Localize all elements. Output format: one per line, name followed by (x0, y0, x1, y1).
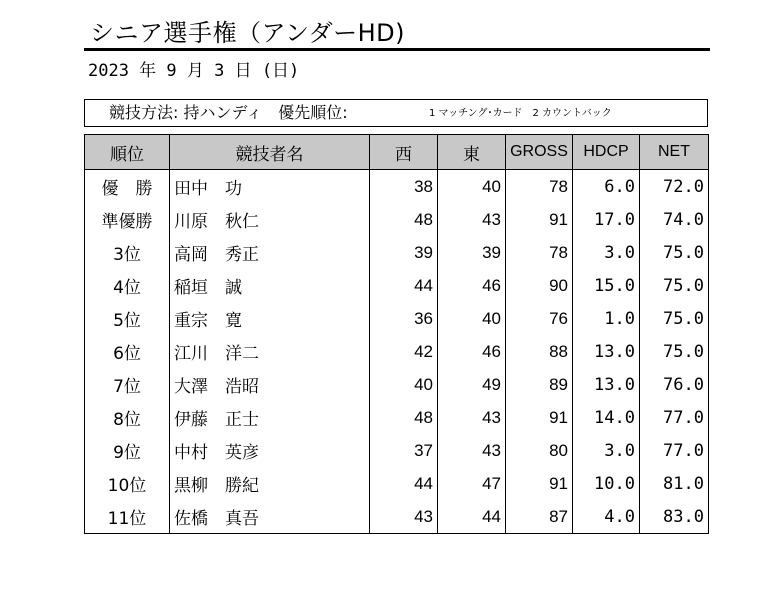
east-score-cell: 47 (438, 467, 506, 500)
header-rank: 順位 (85, 135, 170, 170)
player-name-cell: 大澤 浩昭 (170, 368, 370, 401)
net-cell: 75.0 (640, 302, 709, 335)
player-name-cell: 高岡 秀正 (170, 236, 370, 269)
rank-cell: 3位 (85, 236, 170, 269)
table-row (85, 236, 709, 269)
net-cell: 83.0 (640, 500, 709, 534)
table-row (85, 302, 709, 335)
west-score-cell: 40 (370, 368, 438, 401)
table-row (85, 401, 709, 434)
east-score-cell: 43 (438, 203, 506, 236)
hdcp-cell: 3.0 (573, 236, 640, 269)
table-row (85, 434, 709, 467)
west-score-cell: 43 (370, 500, 438, 534)
gross-cell: 78 (506, 236, 573, 269)
header-row (85, 135, 709, 170)
page-title: シニア選手権（アンダーHD) (90, 19, 405, 47)
hdcp-cell: 15.0 (573, 269, 640, 302)
gross-cell: 88 (506, 335, 573, 368)
header-net: NET (640, 135, 709, 170)
west-score-cell: 44 (370, 269, 438, 302)
gross-cell: 90 (506, 269, 573, 302)
results-table (84, 134, 709, 534)
rank-cell: 11位 (85, 500, 170, 534)
net-cell: 77.0 (640, 434, 709, 467)
gross-cell: 80 (506, 434, 573, 467)
table-row (85, 170, 709, 204)
rank-cell: 5位 (85, 302, 170, 335)
table-row (85, 203, 709, 236)
west-score-cell: 48 (370, 401, 438, 434)
hdcp-cell: 17.0 (573, 203, 640, 236)
player-name-cell: 田中 功 (170, 170, 370, 204)
gross-cell: 78 (506, 170, 573, 204)
east-score-cell: 43 (438, 434, 506, 467)
net-cell: 75.0 (640, 335, 709, 368)
west-score-cell: 44 (370, 467, 438, 500)
header-west: 西 (370, 135, 438, 170)
net-cell: 74.0 (640, 203, 709, 236)
header-hdcp: HDCP (573, 135, 640, 170)
east-score-cell: 39 (438, 236, 506, 269)
player-name-cell: 黒柳 勝紀 (170, 467, 370, 500)
player-name-cell: 佐橋 真吾 (170, 500, 370, 534)
net-cell: 75.0 (640, 236, 709, 269)
hdcp-cell: 10.0 (573, 467, 640, 500)
gross-cell: 87 (506, 500, 573, 534)
hdcp-cell: 1.0 (573, 302, 640, 335)
gross-cell: 76 (506, 302, 573, 335)
west-score-cell: 37 (370, 434, 438, 467)
rank-cell: 準優勝 (85, 203, 170, 236)
east-score-cell: 46 (438, 335, 506, 368)
table-row (85, 335, 709, 368)
player-name-cell: 川原 秋仁 (170, 203, 370, 236)
hdcp-cell: 4.0 (573, 500, 640, 534)
net-cell: 72.0 (640, 170, 709, 204)
player-name-cell: 稲垣 誠 (170, 269, 370, 302)
east-score-cell: 40 (438, 170, 506, 204)
hdcp-cell: 14.0 (573, 401, 640, 434)
table-row (85, 467, 709, 500)
gross-cell: 91 (506, 401, 573, 434)
net-cell: 77.0 (640, 401, 709, 434)
competition-method-box (84, 99, 708, 127)
event-date: 2023 年 9 月 3 日 (日) (88, 61, 300, 81)
net-cell: 81.0 (640, 467, 709, 500)
hdcp-cell: 13.0 (573, 335, 640, 368)
table-row (85, 269, 709, 302)
east-score-cell: 43 (438, 401, 506, 434)
rank-cell: 4位 (85, 269, 170, 302)
west-score-cell: 39 (370, 236, 438, 269)
hdcp-cell: 6.0 (573, 170, 640, 204)
net-cell: 75.0 (640, 269, 709, 302)
rank-cell: 6位 (85, 335, 170, 368)
player-name-cell: 伊藤 正士 (170, 401, 370, 434)
west-score-cell: 42 (370, 335, 438, 368)
east-score-cell: 49 (438, 368, 506, 401)
rank-cell: 9位 (85, 434, 170, 467)
player-name-cell: 中村 英彦 (170, 434, 370, 467)
rank-cell: 優 勝 (85, 170, 170, 204)
east-score-cell: 46 (438, 269, 506, 302)
hdcp-cell: 3.0 (573, 434, 640, 467)
gross-cell: 91 (506, 203, 573, 236)
rank-cell: 8位 (85, 401, 170, 434)
gross-cell: 89 (506, 368, 573, 401)
west-score-cell: 36 (370, 302, 438, 335)
title-underline (84, 48, 710, 51)
table-row (85, 368, 709, 401)
header-east: 東 (438, 135, 506, 170)
net-cell: 76.0 (640, 368, 709, 401)
header-name: 競技者名 (170, 135, 370, 170)
table-row (85, 500, 709, 534)
rank-cell: 7位 (85, 368, 170, 401)
priority-note: 1 マッチング･カード 2 カウントバック (429, 108, 612, 119)
hdcp-cell: 13.0 (573, 368, 640, 401)
competition-method-label: 競技方法: 持ハンディ 優先順位: (109, 103, 348, 122)
west-score-cell: 38 (370, 170, 438, 204)
east-score-cell: 44 (438, 500, 506, 534)
west-score-cell: 48 (370, 203, 438, 236)
player-name-cell: 江川 洋二 (170, 335, 370, 368)
header-gross: GROSS (506, 135, 573, 170)
east-score-cell: 40 (438, 302, 506, 335)
player-name-cell: 重宗 寛 (170, 302, 370, 335)
gross-cell: 91 (506, 467, 573, 500)
rank-cell: 10位 (85, 467, 170, 500)
